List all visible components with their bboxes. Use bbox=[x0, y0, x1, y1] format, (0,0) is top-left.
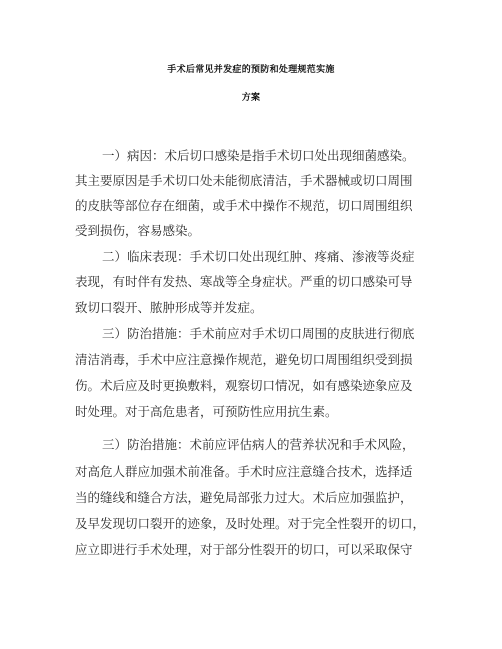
paragraph-2-line-2: 表现，有时伴有发热、寒战等全身症状。严重的切口感染可导 bbox=[75, 274, 413, 289]
paragraph-4-line-1: 三）防治措施：术前应评估病人的营养状况和手术风险， bbox=[102, 437, 415, 452]
paragraph-1-line-4: 受到损伤，容易感染。 bbox=[75, 223, 201, 238]
paragraph-4-line-5: 应立即进行手术处理，对于部分性裂开的切口，可以采取保守 bbox=[75, 542, 413, 557]
paragraph-2-line-3: 致切口裂开、脓肿形成等并发症。 bbox=[75, 300, 263, 315]
paragraph-2-line-1: 二）临床表现：手术切口处出现红肿、疼痛、渗液等炎症 bbox=[102, 249, 415, 264]
paragraph-1-line-2: 其主要原因是手术切口处未能彻底清洁，手术器械或切口周围 bbox=[75, 173, 413, 188]
paragraph-3-line-3: 伤。术后应及时更换敷料，观察切口情况，如有感染迹象应及 bbox=[75, 378, 413, 393]
paragraph-4-line-4: 及早发现切口裂开的迹象，及时处理。对于完全性裂开的切口， bbox=[75, 516, 426, 531]
paragraph-1-line-3: 的皮肤等部位存在细菌，或手术中操作不规范，切口周围组织 bbox=[75, 198, 413, 213]
paragraph-3-line-1: 三）防治措施：手术前应对手术切口周围的皮肤进行彻底 bbox=[102, 326, 415, 341]
paragraph-4-line-3: 当的缝线和缝合方法，避免局部张力过大。术后应加强监护， bbox=[75, 490, 413, 505]
paragraph-3-line-2: 清洁消毒，手术中应注意操作规范，避免切口周围组织受到损 bbox=[75, 352, 413, 367]
paragraph-3-line-4: 时处理。对于高危患者，可预防性应用抗生素。 bbox=[75, 404, 338, 419]
paragraph-4-line-2: 对高危人群应加强术前准备。手术时应注意缝合技术，选择适 bbox=[75, 464, 413, 479]
paragraph-1-line-1: 一）病因：术后切口感染是指手术切口处出现细菌感染。 bbox=[102, 148, 415, 163]
document-title-line-2: 方案 bbox=[241, 93, 261, 103]
document-title-line-1: 手术后常见并发症的预防和处理规范实施 bbox=[167, 65, 335, 75]
